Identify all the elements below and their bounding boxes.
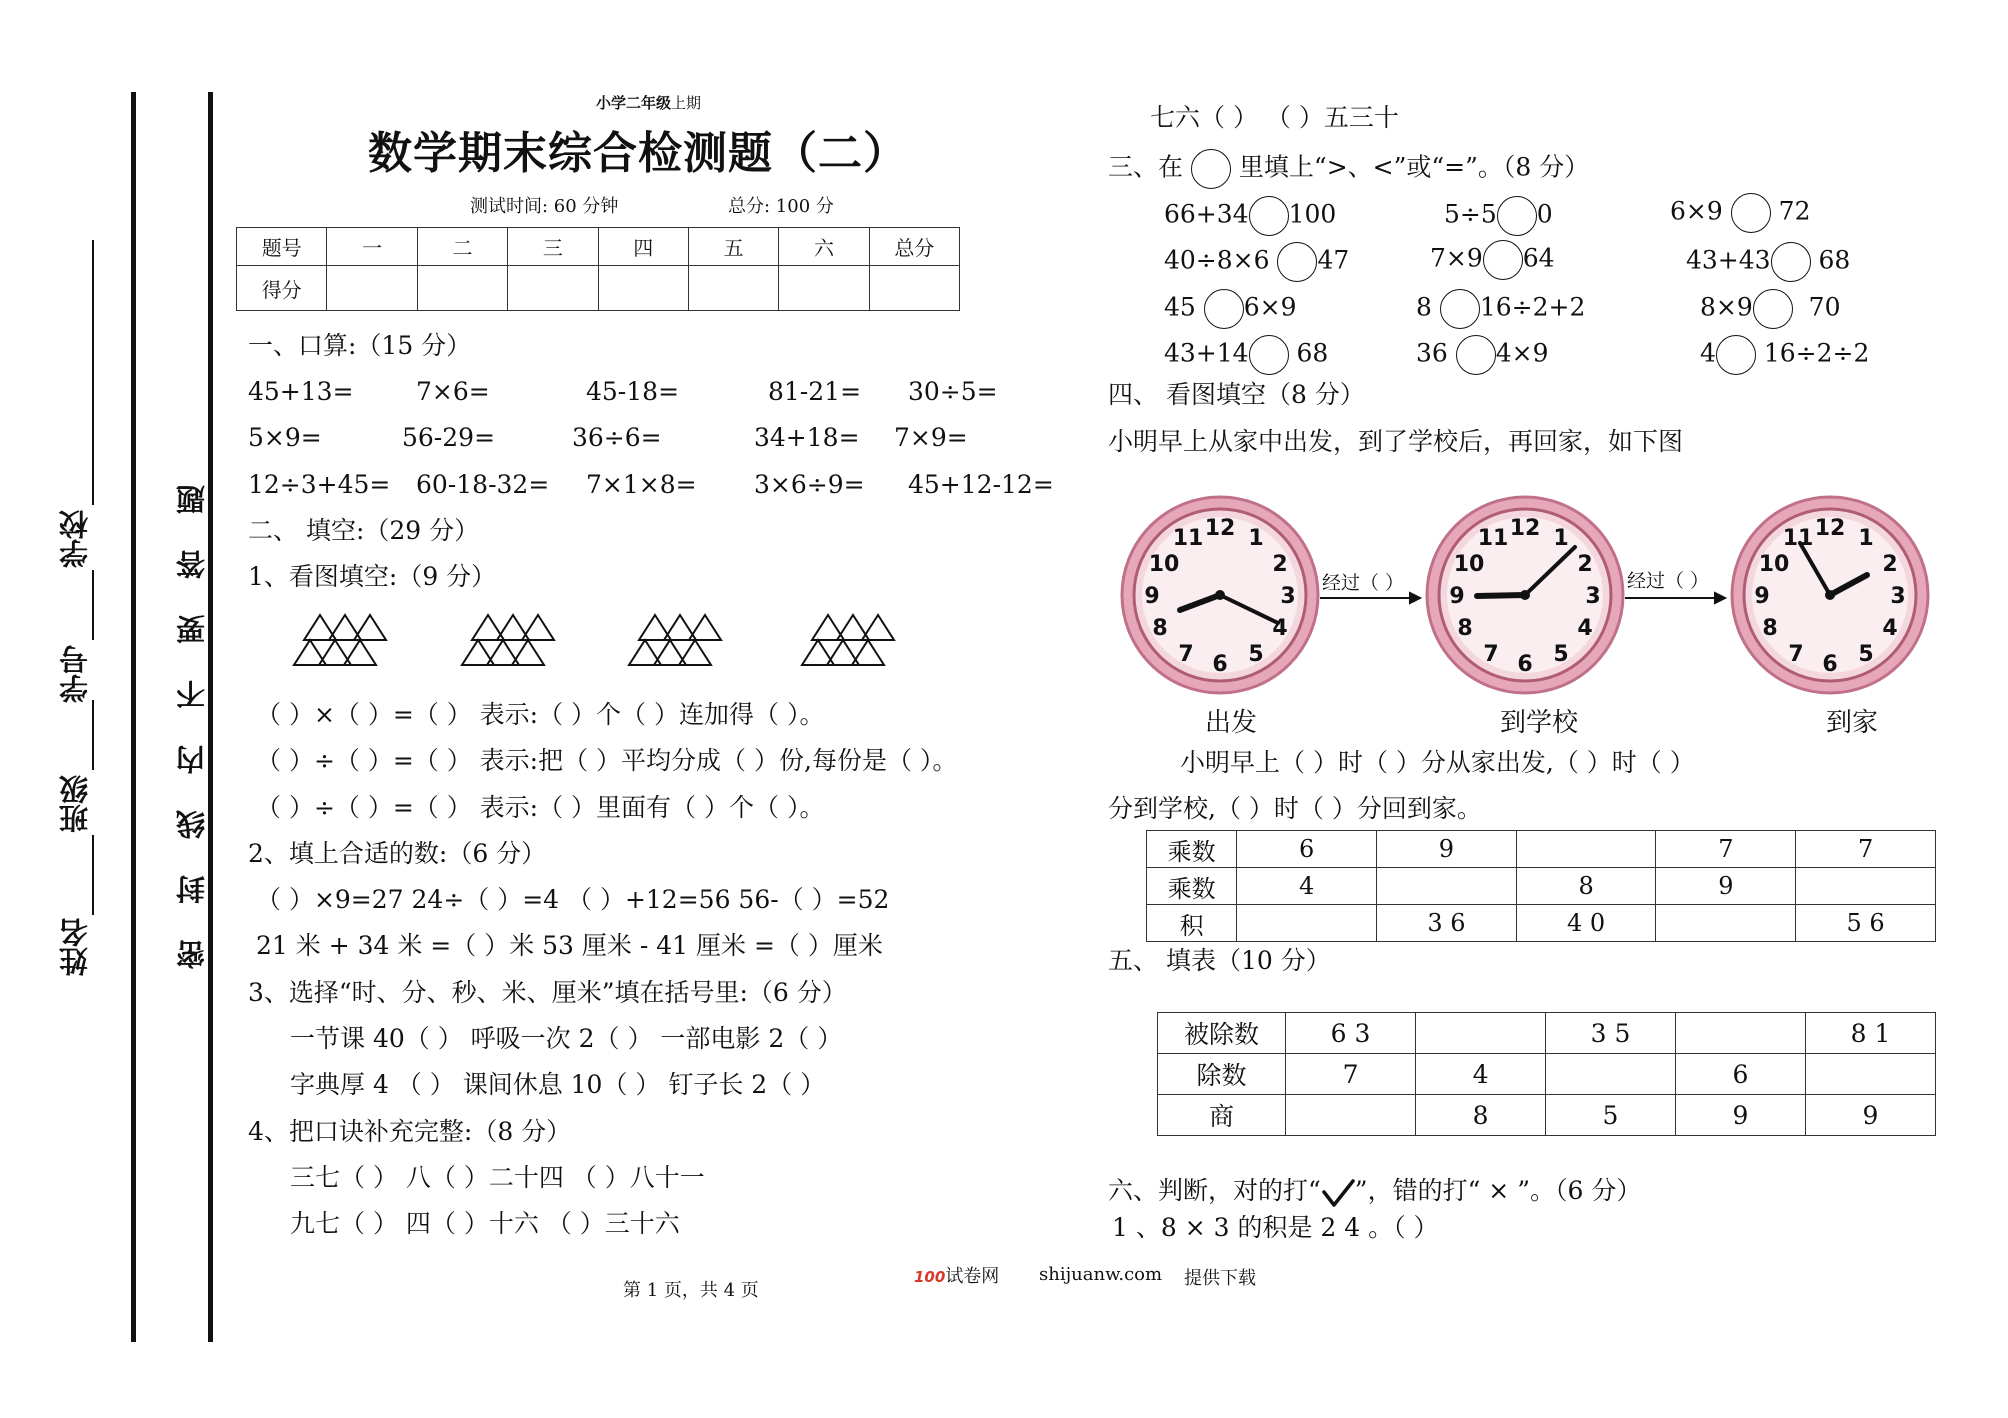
compare-item: [1430, 240, 1555, 280]
compare-item: [1164, 289, 1297, 329]
page-number: 第 1 页，共 4 页: [623, 1280, 759, 1301]
section6-title-b: ”，错的打“ × ”。（6 分）: [1354, 1176, 1642, 1205]
seal-char: 题: [175, 485, 209, 514]
clock-figure: [1120, 495, 1940, 695]
section6-title: [1108, 1176, 1641, 1208]
elapsed-label-1: 经过（ ）: [1322, 568, 1404, 595]
q2-title: 2、填上合适的数:（6 分）: [248, 839, 547, 868]
compare-right: 64: [1522, 243, 1555, 273]
score-header-cell: 六: [779, 228, 869, 266]
compare-right: 4×9: [1495, 338, 1549, 368]
student-id-blank[interactable]: [92, 570, 94, 640]
compare-right: 100: [1288, 199, 1337, 229]
compare-right: 68: [1818, 245, 1851, 275]
row-label: 被除数: [1158, 1013, 1286, 1054]
table-cell[interactable]: [1516, 831, 1656, 868]
section4-desc: 小明早上从家中出发，到了学校后，再回家，如下图: [1108, 427, 1684, 456]
compare-right: 16÷2÷2: [1763, 338, 1870, 368]
compare-left: 5÷5: [1444, 199, 1497, 229]
checkmark-icon: [1321, 1178, 1355, 1208]
compare-item: [1686, 242, 1850, 282]
seal-char: 密: [175, 940, 209, 969]
q4-line: 三七（ ） 八（ ）二十四 （ ）八十一: [290, 1163, 705, 1192]
table-cell[interactable]: 7: [1656, 831, 1796, 868]
clock-home: [1732, 497, 1928, 693]
table-cell[interactable]: 8: [1516, 868, 1656, 905]
score-header-cell: 三: [508, 228, 598, 266]
score-cell[interactable]: [508, 266, 598, 311]
row-label: 积: [1147, 905, 1237, 942]
arrow-2: [1625, 593, 1725, 603]
compare-circle[interactable]: [1731, 193, 1771, 233]
table-cell[interactable]: [1656, 905, 1796, 942]
seal-char: 线: [175, 810, 209, 839]
compare-left: 40÷8×6: [1164, 245, 1270, 275]
compare-circle[interactable]: [1716, 335, 1756, 375]
compare-circle[interactable]: [1483, 240, 1523, 280]
table-cell[interactable]: 6: [1237, 831, 1377, 868]
triangle-group-4: [802, 615, 894, 665]
row-label: 乘数: [1147, 868, 1237, 905]
time-fill-line: 分到学校,（ ）时（ ）分回到家。: [1108, 794, 1482, 823]
table-row: [1147, 868, 1936, 905]
table-cell[interactable]: 5: [1546, 1095, 1676, 1136]
binding-line-left: [131, 92, 136, 1342]
row-label: 商: [1158, 1095, 1286, 1136]
section2-title: 二、 填空:（29 分）: [248, 516, 480, 545]
compare-left: 43+43: [1686, 245, 1771, 275]
term-text: 上期: [671, 94, 702, 112]
score-row-label: 得分: [237, 266, 327, 311]
total-score: 总分: 100 分: [728, 196, 834, 217]
triangle-group-3: [629, 615, 721, 665]
compare-left: 45: [1164, 292, 1196, 322]
compare-left: 7×9: [1430, 243, 1483, 273]
table-cell[interactable]: [1805, 1054, 1935, 1095]
compare-right: 0: [1536, 199, 1553, 229]
math-item: 30÷5=: [908, 377, 998, 406]
score-header-cell: 四: [598, 228, 688, 266]
compare-right: 47: [1317, 245, 1350, 275]
seal-char: 封: [175, 875, 209, 904]
school-label: 学校: [58, 510, 92, 568]
table-cell[interactable]: 9: [1805, 1095, 1935, 1136]
compare-circle[interactable]: [1440, 289, 1480, 329]
compare-left: 8: [1416, 292, 1432, 322]
elapsed-label-2: 经过（ ）: [1627, 566, 1709, 593]
math-item: 7×9=: [894, 423, 968, 452]
compare-item: [1416, 289, 1585, 329]
triangle-groups: [290, 610, 930, 670]
download-text: 提供下载: [1184, 1268, 1256, 1289]
grade-line: [596, 92, 701, 113]
site-url[interactable]: shijuanw.com: [1039, 1264, 1163, 1285]
table-row: [1147, 905, 1936, 942]
math-item: 45+12-12=: [908, 470, 1054, 499]
section1-title: 一、口算:（15 分）: [248, 331, 472, 360]
math-item: 81-21=: [768, 377, 862, 406]
table-cell[interactable]: 4 0: [1516, 905, 1656, 942]
q2-line: 21 米 + 34 米 =（ ）米 53 厘米 - 41 厘米 =（ ）厘米: [256, 931, 883, 960]
clock-label-start: 出发: [1205, 708, 1258, 738]
section3-title-a: 三、在: [1108, 152, 1184, 182]
table-row: [1158, 1013, 1936, 1054]
table-row: [1147, 831, 1936, 868]
table-cell[interactable]: [1237, 905, 1377, 942]
table-cell[interactable]: 6 3: [1286, 1013, 1416, 1054]
logo-number: 100: [914, 1268, 946, 1286]
clock-school: [1427, 497, 1623, 693]
seal-char: 内: [175, 745, 209, 774]
school-blank[interactable]: [92, 240, 94, 505]
compare-circle[interactable]: [1204, 289, 1244, 329]
compare-item: [1164, 242, 1349, 282]
table-row: [1158, 1095, 1936, 1136]
q3-line: 一节课 40（ ） 呼吸一次 2（ ） 一部电影 2（ ）: [290, 1024, 843, 1053]
math-item: 45-18=: [586, 377, 680, 406]
q1-line: （ ）×（ ）=（ ） 表示:（ ）个（ ）连加得（ ）。: [256, 700, 825, 729]
compare-left: 66+34: [1164, 199, 1249, 229]
compare-circle[interactable]: [1771, 242, 1811, 282]
table-cell[interactable]: 3 6: [1377, 905, 1517, 942]
compare-item: [1670, 193, 1810, 233]
compare-right: 68: [1296, 338, 1329, 368]
score-header-cell: 一: [327, 228, 417, 266]
compare-circle[interactable]: [1249, 335, 1289, 375]
math-item: 12÷3+45=: [248, 470, 391, 499]
table-cell[interactable]: 8: [1416, 1095, 1546, 1136]
table-cell[interactable]: [1416, 1013, 1546, 1054]
table-cell[interactable]: [1377, 868, 1517, 905]
math-item: 7×1×8=: [586, 470, 697, 499]
row-label: 乘数: [1147, 831, 1237, 868]
compare-left: 4: [1700, 338, 1716, 368]
section3-title-b: 里填上“>、<”或“=”。（8 分）: [1238, 152, 1590, 182]
division-table: [1157, 1012, 1936, 1136]
compare-item: [1444, 196, 1553, 236]
table-cell[interactable]: [1796, 868, 1936, 905]
table-cell[interactable]: 6: [1675, 1054, 1805, 1095]
seal-char: 要: [175, 615, 209, 644]
clock-start: [1122, 497, 1318, 693]
compare-left: 6×9: [1670, 196, 1723, 226]
compare-item: [1164, 335, 1328, 375]
grade-text: 小学二年级: [596, 94, 672, 112]
class-label: 班级: [58, 775, 92, 833]
clock-label-home: 到家: [1826, 708, 1879, 738]
section4-title: 四、 看图填空（8 分）: [1108, 380, 1365, 409]
row-label: 除数: [1158, 1054, 1286, 1095]
score-header-cell: 二: [417, 228, 507, 266]
score-cell[interactable]: [869, 266, 959, 311]
table-cell[interactable]: 9: [1675, 1095, 1805, 1136]
table-cell[interactable]: 9: [1656, 868, 1796, 905]
score-cell[interactable]: [417, 266, 507, 311]
math-item: 7×6=: [416, 377, 490, 406]
seal-char: 不: [175, 680, 209, 709]
compare-item: [1700, 335, 1869, 375]
math-item: 45+13=: [248, 377, 354, 406]
q1-title: 1、看图填空:（9 分）: [248, 562, 497, 591]
q1-line: （ ）÷（ ）=（ ） 表示:（ ）里面有（ ）个（ ）。: [256, 793, 825, 822]
table-cell[interactable]: 8 1: [1805, 1013, 1935, 1054]
table-row: [1158, 1054, 1936, 1095]
table-cell[interactable]: 4: [1416, 1054, 1546, 1095]
compare-circle[interactable]: [1277, 242, 1317, 282]
compare-item: [1164, 196, 1336, 236]
compare-circle[interactable]: [1753, 289, 1793, 329]
name-blank[interactable]: [92, 835, 94, 915]
q3-title: 3、选择“时、分、秒、米、厘米”填在括号里:（6 分）: [248, 978, 847, 1007]
multiplication-table: [1146, 830, 1936, 942]
q1-line: （ ）÷（ ）=（ ） 表示:把（ ）平均分成（ ）份,每份是（ ）。: [256, 746, 958, 775]
student-id-label: 学号: [58, 645, 92, 703]
score-cell[interactable]: [688, 266, 778, 311]
score-header-cell: 总分: [869, 228, 959, 266]
compare-circle[interactable]: [1497, 196, 1537, 236]
math-item: 5×9=: [248, 423, 322, 452]
table-cell[interactable]: 7: [1796, 831, 1936, 868]
compare-left: 36: [1416, 338, 1448, 368]
score-table-row: [237, 266, 960, 311]
q3-line: 字典厚 4 （ ） 课间休息 10（ ） 钉子长 2（ ）: [290, 1070, 826, 1099]
table-cell[interactable]: [1546, 1054, 1676, 1095]
footer-logo: [914, 1262, 999, 1288]
compare-circle[interactable]: [1249, 196, 1289, 236]
seal-char: 答: [175, 550, 209, 579]
time-fill-line: 小明早上（ ）时（ ）分从家出发,（ ）时（ ）: [1180, 748, 1695, 777]
score-table: [236, 227, 960, 311]
score-cell[interactable]: [598, 266, 688, 311]
q4-title: 4、把口诀补充完整:（8 分）: [248, 1117, 572, 1146]
name-label: 姓名: [58, 918, 92, 976]
judge-q1: 1 、8 × 3 的积是 2 4 。（ ）: [1112, 1213, 1439, 1242]
compare-circle[interactable]: [1456, 335, 1496, 375]
table-cell[interactable]: [1675, 1013, 1805, 1054]
class-blank[interactable]: [92, 700, 94, 770]
table-cell[interactable]: 5 6: [1796, 905, 1936, 942]
triangle-group-1: [294, 615, 386, 665]
compare-right: 72: [1778, 196, 1811, 226]
math-item: 56-29=: [402, 423, 496, 452]
score-header-cell: 题号: [237, 228, 327, 266]
q2-line: （ ）×9=27 24÷（ ）=4 （ ）+12=56 56-（ ）=52: [256, 885, 890, 914]
compare-left: 43+14: [1164, 338, 1249, 368]
score-cell[interactable]: [779, 266, 869, 311]
logo-text: 试卷网: [945, 1266, 1000, 1287]
section5-title: 五、 填表（10 分）: [1108, 946, 1331, 975]
compare-right: 6×9: [1243, 292, 1297, 322]
math-item: 60-18-32=: [416, 470, 550, 499]
compare-left: 8×9: [1700, 292, 1753, 322]
table-cell[interactable]: 9: [1377, 831, 1517, 868]
section6-title-a: 六、判断，对的打“: [1108, 1176, 1321, 1205]
compare-item: [1700, 289, 1840, 329]
clock-label-school: 到学校: [1500, 708, 1579, 738]
table-cell[interactable]: 3 5: [1546, 1013, 1676, 1054]
compare-right: 70: [1808, 292, 1841, 322]
section3-title: [1108, 149, 1589, 189]
test-time: 测试时间: 60 分钟: [470, 196, 619, 217]
binding-line-right: [208, 92, 213, 1342]
math-item: 3×6÷9=: [754, 470, 865, 499]
compare-right: 16÷2+2: [1479, 292, 1586, 322]
table-cell[interactable]: 4: [1237, 868, 1377, 905]
triangle-group-2: [462, 615, 554, 665]
table-cell[interactable]: [1286, 1095, 1416, 1136]
page-title: 数学期末综合检测题（二）: [368, 128, 908, 179]
continued-line: 七六（ ） （ ）五三十: [1150, 103, 1399, 132]
math-item: 36÷6=: [572, 423, 662, 452]
compare-circle-icon: [1191, 149, 1231, 189]
score-header-cell: 五: [688, 228, 778, 266]
table-cell[interactable]: 7: [1286, 1054, 1416, 1095]
score-cell[interactable]: [327, 266, 417, 311]
compare-item: [1416, 335, 1549, 375]
math-item: 34+18=: [754, 423, 860, 452]
score-table-header: [237, 228, 960, 266]
q4-line: 九七（ ） 四（ ）十六 （ ）三十六: [290, 1209, 680, 1238]
